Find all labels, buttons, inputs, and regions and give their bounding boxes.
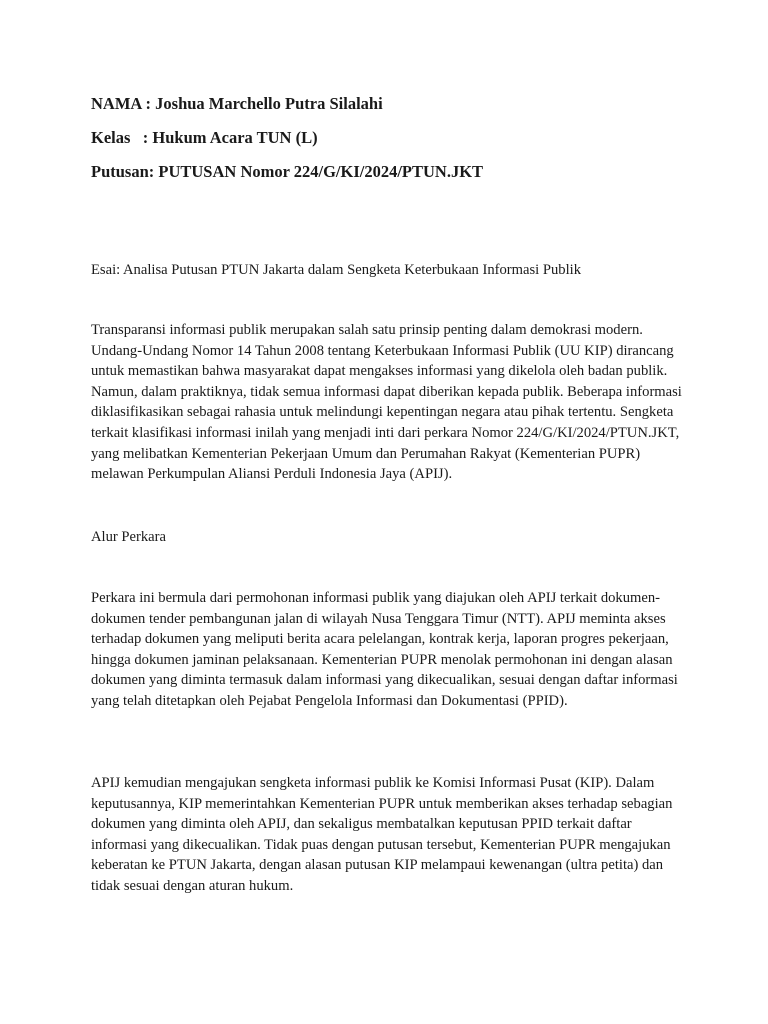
decision-number-line: Putusan: PUTUSAN Nomor 224/G/KI/2024/PTUN.JKT <box>91 162 484 181</box>
essay-title <box>91 260 691 281</box>
essay-title-text: Esai: Analisa Putusan PTUN Jakarta dalam Sengketa Keterbukaan Informasi Publik <box>91 262 581 278</box>
case-flow-paragraph-2 <box>91 773 681 897</box>
intro-paragraph-text: Transparansi informasi publik merupakan salah satu prinsip penting dalam demokrasi modern. Undang-Undang Nomor 14 Tahun 2008 tentang Keterbukaan Informasi Publik (UU KIP) dirancang untuk memastikan bahwa masyarakat dapat mengakses informasi yang dikelola oleh badan publik. Namun, dalam praktiknya, tidak semua informasi dapat diberikan kepada publik. Beberapa informasi diklasifikasikan sebagai rahasia untuk melindungi kepentingan negara atau pihak tertentu. Sengketa terkait klasifikasi informasi inilah yang menjadi inti dari perkara Nomor 224/G/KI/2024/PTUN.JKT, yang melibatkan Kementerian Pekerjaan Umum dan Perumahan Rakyat (Kementerian PUPR) melawan Perkumpulan Aliansi Perduli Indonesia Jaya (APIJ). <box>91 322 682 483</box>
intro-paragraph <box>91 320 687 485</box>
case-flow-paragraph-2-text: APIJ kemudian mengajukan sengketa informasi publik ke Komisi Informasi Pusat (KIP). Dalam keputusannya, KIP memerintahkan Kementerian PUPR untuk memberikan akses terhadap sebagian dokumen yang diminta oleh APIJ, dan sekaligus membatalkan keputusan PPID terkait daftar informasi yang dikecualikan. Tidak puas dengan putusan tersebut, Kementerian PUPR mengajukan keberatan ke PTUN Jakarta, dengan alasan putusan KIP melampaui kewenangan (ultra petita) dan tidak sesuai dengan aturan hukum. <box>91 775 673 894</box>
case-flow-paragraph-1 <box>91 588 683 712</box>
case-flow-paragraph-1-text: Perkara ini bermula dari permohonan informasi publik yang diajukan oleh APIJ terkait dokumen-dokumen tender pembangunan jalan di wilayah Nusa Tenggara Timur (NTT). APIJ meminta akses terhadap dokumen yang meliputi berita acara pelelangan, kontrak kerja, laporan progres pekerjaan, hingga dokumen jaminan pelaksanaan. Kementerian PUPR menolak permohonan ini dengan alasan dokumen yang diminta termasuk dalam informasi yang dikecualikan, sesuai dengan daftar informasi yang telah ditetapkan oleh Pejabat Pengelola Informasi dan Dokumentasi (PPID). <box>91 590 678 709</box>
section-heading <box>91 527 691 548</box>
section-heading-text: Alur Perkara <box>91 529 166 545</box>
student-name-line: NAMA : Joshua Marchello Putra Silalahi <box>91 94 383 113</box>
class-line: Kelas : Hukum Acara TUN (L) <box>91 128 318 147</box>
